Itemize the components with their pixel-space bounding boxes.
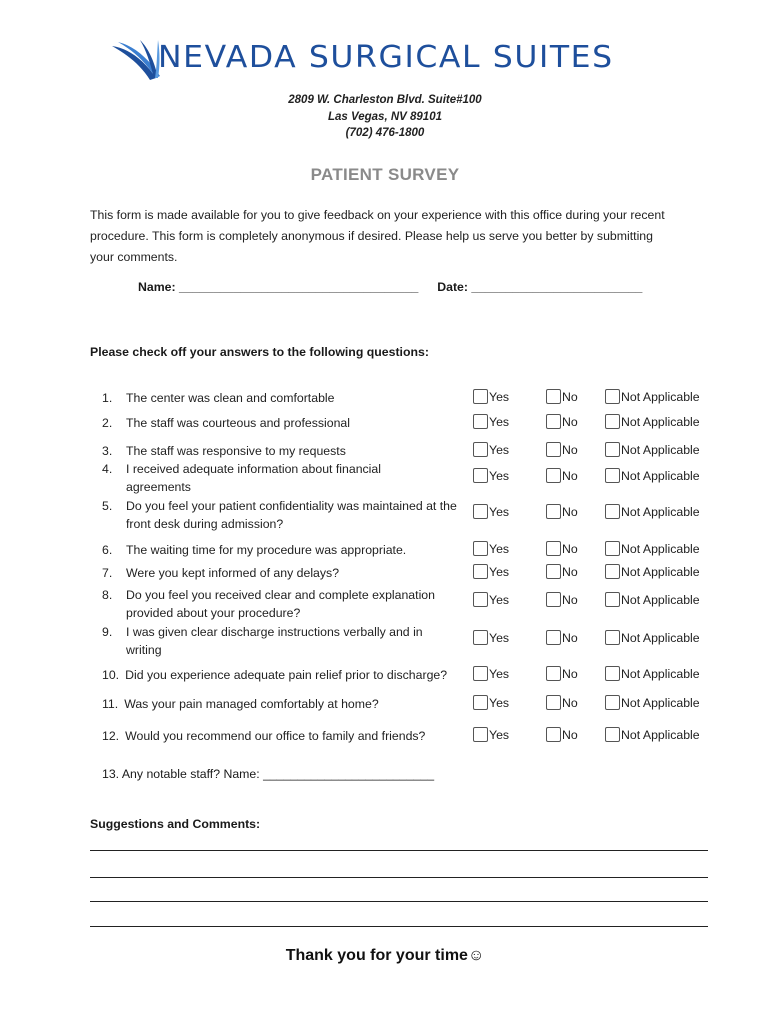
question-10 xyxy=(102,666,447,684)
checkbox-square[interactable] xyxy=(473,389,488,404)
checkbox-square[interactable] xyxy=(473,504,488,519)
question-text: The staff was responsive to my requests xyxy=(126,444,346,458)
checkbox-square[interactable] xyxy=(605,442,620,457)
question-number: 3. xyxy=(102,444,113,458)
question-text: Do you feel you received clear and complete explanation provided about your procedure? xyxy=(126,588,435,620)
option-label: Not Applicable xyxy=(621,695,700,710)
option-label: Yes xyxy=(489,592,510,607)
checkbox-square[interactable] xyxy=(605,592,620,607)
question-number: 8. xyxy=(102,588,113,602)
question-11-no-checkbox[interactable] xyxy=(546,695,578,710)
question-2-yes-checkbox[interactable] xyxy=(473,414,509,429)
option-label: Not Applicable xyxy=(621,592,700,607)
question-11-not-applicable-checkbox[interactable] xyxy=(605,695,700,710)
question-6-yes-checkbox[interactable] xyxy=(473,541,509,556)
checkbox-square[interactable] xyxy=(605,504,620,519)
question-2-not-applicable-checkbox[interactable] xyxy=(605,414,700,429)
question-12 xyxy=(102,727,425,745)
question-4 xyxy=(102,460,416,496)
question-text: Did you experience adequate pain relief prior to discharge? xyxy=(125,668,448,682)
question-4-not-applicable-checkbox[interactable] xyxy=(605,468,700,483)
question-1-yes-checkbox[interactable] xyxy=(473,389,509,404)
question-9-no-checkbox[interactable] xyxy=(546,630,578,645)
checkbox-square[interactable] xyxy=(473,666,488,681)
question-text: Do you feel your patient confidentiality was maintained at the front desk during admission? xyxy=(126,499,457,531)
question-12-no-checkbox[interactable] xyxy=(546,727,578,742)
option-label: No xyxy=(562,504,578,519)
option-label: Yes xyxy=(489,504,510,519)
question-3 xyxy=(102,442,346,460)
question-text: Was your pain managed comfortably at home? xyxy=(124,697,379,711)
question-number: 7. xyxy=(102,566,113,580)
comment-line[interactable] xyxy=(90,850,708,851)
instructions: Please check off your answers to the following questions: xyxy=(90,345,429,359)
option-label: No xyxy=(562,389,578,404)
option-label: Yes xyxy=(489,541,510,556)
option-label: Yes xyxy=(489,630,510,645)
question-12-not-applicable-checkbox[interactable] xyxy=(605,727,700,742)
comment-line[interactable] xyxy=(90,926,708,927)
option-label: Yes xyxy=(489,414,510,429)
option-label: Not Applicable xyxy=(621,504,700,519)
question-number: 9. xyxy=(102,625,113,639)
checkbox-square[interactable] xyxy=(546,564,561,579)
option-label: No xyxy=(562,666,578,681)
checkbox-square[interactable] xyxy=(473,541,488,556)
option-label: Yes xyxy=(489,468,510,483)
checkbox-square[interactable] xyxy=(473,727,488,742)
checkbox-square[interactable] xyxy=(473,630,488,645)
option-label: Yes xyxy=(489,666,510,681)
question-5-yes-checkbox[interactable] xyxy=(473,504,509,519)
question-5 xyxy=(102,497,461,533)
thank-you-message: Thank you for your time☺ xyxy=(285,947,485,964)
checkbox-square[interactable] xyxy=(605,666,620,681)
option-label: Yes xyxy=(489,442,510,457)
address-line-2: Las Vegas, NV 89101 xyxy=(327,111,442,123)
question-13-notable-staff[interactable]: 13. Any notable staff? Name: _________________________ xyxy=(102,767,435,781)
name-date-row xyxy=(138,280,642,294)
option-label: Not Applicable xyxy=(621,541,700,556)
question-text: The waiting time for my procedure was appropriate. xyxy=(126,543,407,557)
option-label: Not Applicable xyxy=(621,442,700,457)
question-12-yes-checkbox[interactable] xyxy=(473,727,509,742)
option-label: No xyxy=(562,695,578,710)
question-number: 12. xyxy=(102,729,120,743)
question-4-yes-checkbox[interactable] xyxy=(473,468,509,483)
page-title: PATIENT SURVEY xyxy=(310,165,460,184)
checkbox-square[interactable] xyxy=(546,592,561,607)
question-2-no-checkbox[interactable] xyxy=(546,414,578,429)
option-label: Yes xyxy=(489,695,510,710)
question-text: Were you kept informed of any delays? xyxy=(126,566,340,580)
checkbox-square[interactable] xyxy=(546,504,561,519)
checkbox-square[interactable] xyxy=(546,389,561,404)
question-3-yes-checkbox[interactable] xyxy=(473,442,509,457)
checkbox-square[interactable] xyxy=(546,442,561,457)
checkbox-square[interactable] xyxy=(546,541,561,556)
checkbox-square[interactable] xyxy=(605,695,620,710)
option-label: Not Applicable xyxy=(621,564,700,579)
checkbox-square[interactable] xyxy=(605,727,620,742)
option-label: Yes xyxy=(489,564,510,579)
question-text: The center was clean and comfortable xyxy=(126,391,335,405)
name-field[interactable]: Name: ___________________________________ xyxy=(138,280,419,294)
option-label: No xyxy=(562,541,578,556)
option-label: No xyxy=(562,414,578,429)
option-label: Yes xyxy=(489,727,510,742)
checkbox-square[interactable] xyxy=(546,695,561,710)
suggestions-label: Suggestions and Comments: xyxy=(90,817,261,831)
question-6-no-checkbox[interactable] xyxy=(546,541,578,556)
option-label: No xyxy=(562,630,578,645)
checkbox-square[interactable] xyxy=(605,389,620,404)
question-number: 11. xyxy=(102,697,119,711)
question-3-no-checkbox[interactable] xyxy=(546,442,578,457)
question-number: 5. xyxy=(102,499,113,513)
question-8-not-applicable-checkbox[interactable] xyxy=(605,592,700,607)
question-7-not-applicable-checkbox[interactable] xyxy=(605,564,700,579)
question-number: 4. xyxy=(102,462,113,476)
checkbox-square[interactable] xyxy=(473,468,488,483)
option-label: No xyxy=(562,564,578,579)
option-label: Not Applicable xyxy=(621,727,700,742)
question-1-no-checkbox[interactable] xyxy=(546,389,578,404)
question-1-not-applicable-checkbox[interactable] xyxy=(605,389,700,404)
question-7 xyxy=(102,564,339,582)
option-label: Not Applicable xyxy=(621,468,700,483)
checkbox-square[interactable] xyxy=(605,541,620,556)
question-number: 6. xyxy=(102,543,113,557)
option-label: No xyxy=(562,592,578,607)
question-4-no-checkbox[interactable] xyxy=(546,468,578,483)
checkbox-square[interactable] xyxy=(605,564,620,579)
question-10-no-checkbox[interactable] xyxy=(546,666,578,681)
checkbox-square[interactable] xyxy=(473,592,488,607)
question-10-not-applicable-checkbox[interactable] xyxy=(605,666,700,681)
checkbox-square[interactable] xyxy=(605,468,620,483)
question-6 xyxy=(102,541,406,559)
question-text: I received adequate information about financial agreements xyxy=(126,462,381,494)
checkbox-square[interactable] xyxy=(546,727,561,742)
question-8 xyxy=(102,586,456,622)
question-9-yes-checkbox[interactable] xyxy=(473,630,509,645)
option-label: No xyxy=(562,727,578,742)
question-text: The staff was courteous and professional xyxy=(126,416,350,430)
address-line-1: 2809 W. Charleston Blvd. Suite#100 xyxy=(288,94,482,106)
comment-line[interactable] xyxy=(90,901,708,902)
question-3-not-applicable-checkbox[interactable] xyxy=(605,442,700,457)
checkbox-square[interactable] xyxy=(473,564,488,579)
checkbox-square[interactable] xyxy=(546,414,561,429)
question-text: Would you recommend our office to family and friends? xyxy=(125,729,426,743)
intro-paragraph: This form is made available for you to give feedback on your experience with this office during your recent procedure. This form is completely anonymous if desired. Please help us serve you better by submitting your comments. xyxy=(90,208,665,264)
checkbox-square[interactable] xyxy=(546,468,561,483)
question-8-no-checkbox[interactable] xyxy=(546,592,578,607)
nevada-surgical-suites-logo xyxy=(110,38,662,84)
question-11-yes-checkbox[interactable] xyxy=(473,695,509,710)
question-7-no-checkbox[interactable] xyxy=(546,564,578,579)
checkbox-square[interactable] xyxy=(473,414,488,429)
date-field[interactable]: Date: _________________________ xyxy=(437,280,643,294)
question-number: 1. xyxy=(102,391,113,405)
question-2 xyxy=(102,414,350,432)
question-9-not-applicable-checkbox[interactable] xyxy=(605,630,700,645)
checkbox-square[interactable] xyxy=(473,695,488,710)
option-label: No xyxy=(562,468,578,483)
phone-number: (702) 476-1800 xyxy=(345,127,425,139)
question-number: 2. xyxy=(102,416,113,430)
question-11 xyxy=(102,695,379,713)
question-1 xyxy=(102,389,334,407)
option-label: No xyxy=(562,442,578,457)
question-5-no-checkbox[interactable] xyxy=(546,504,578,519)
question-number: 10. xyxy=(102,668,120,682)
question-10-yes-checkbox[interactable] xyxy=(473,666,509,681)
option-label: Not Applicable xyxy=(621,414,700,429)
question-text: I was given clear discharge instructions verbally and in writing xyxy=(126,625,423,657)
checkbox-square[interactable] xyxy=(473,442,488,457)
checkbox-square[interactable] xyxy=(605,630,620,645)
checkbox-square[interactable] xyxy=(605,414,620,429)
logo-text: NEVADA SURGICAL SUITES xyxy=(158,40,614,75)
option-label: Yes xyxy=(489,389,510,404)
checkbox-square[interactable] xyxy=(546,666,561,681)
option-label: Not Applicable xyxy=(621,630,700,645)
question-6-not-applicable-checkbox[interactable] xyxy=(605,541,700,556)
question-8-yes-checkbox[interactable] xyxy=(473,592,509,607)
option-label: Not Applicable xyxy=(621,389,700,404)
comment-line[interactable] xyxy=(90,877,708,878)
checkbox-square[interactable] xyxy=(546,630,561,645)
question-7-yes-checkbox[interactable] xyxy=(473,564,509,579)
option-label: Not Applicable xyxy=(621,666,700,681)
question-5-not-applicable-checkbox[interactable] xyxy=(605,504,700,519)
question-9 xyxy=(102,623,446,659)
